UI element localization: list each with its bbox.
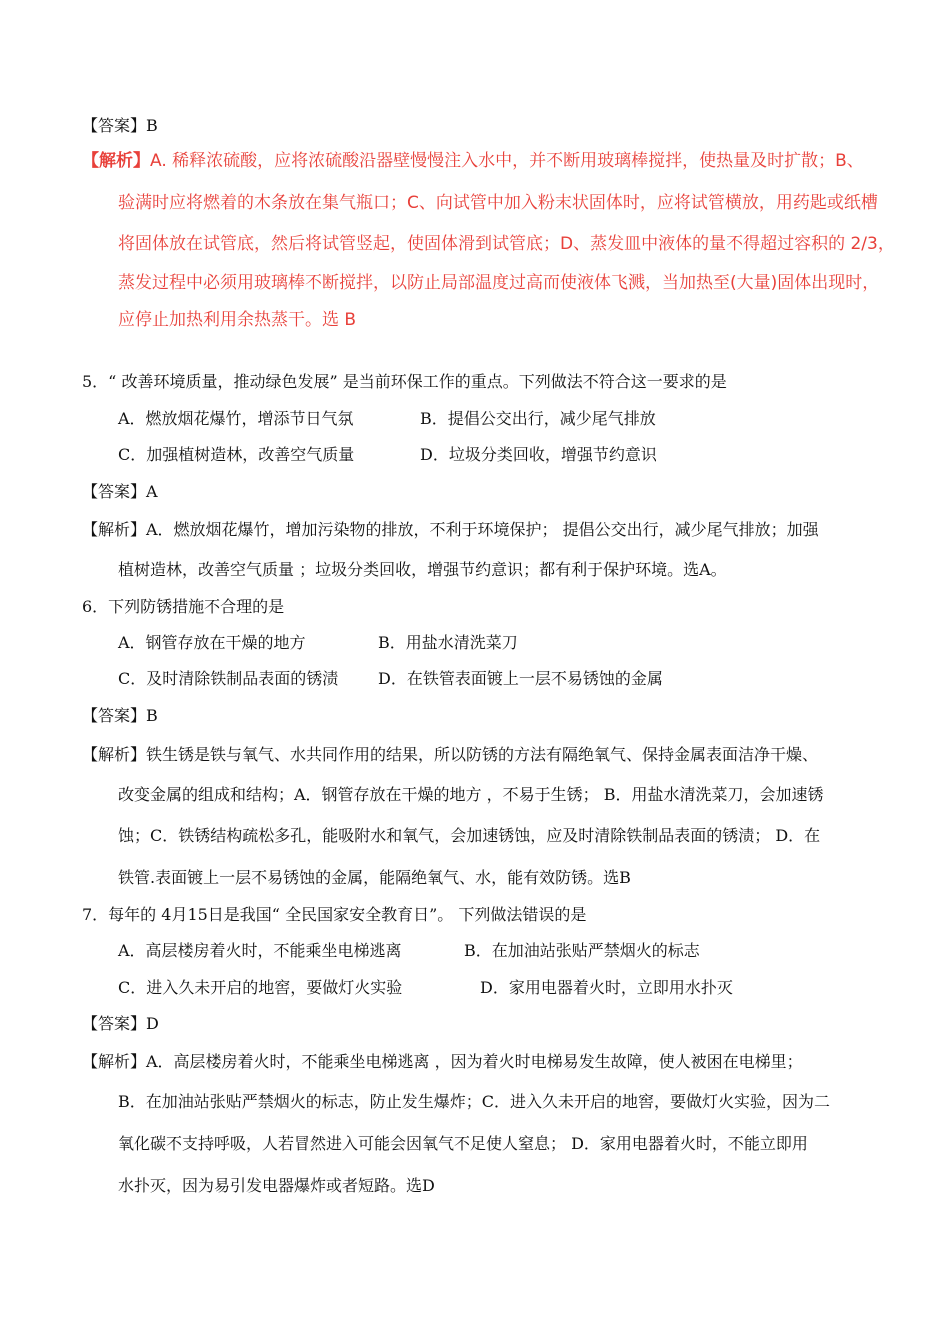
q7-answer: 【答案】D [82, 1014, 159, 1033]
q6-option-d: D．在铁管表面镀上一层不易锈蚀的金属 [378, 669, 663, 688]
q7-analysis-line-2: B．在加油站张贴严禁烟火的标志，防止发生爆炸；C．进入久未开启的地窖，要做灯火实验，因为二 [118, 1092, 831, 1111]
q4-analysis-tag: 【解析】 [82, 151, 150, 171]
q7-option-d: D．家用电器着火时，立即用水扑灭 [480, 978, 733, 997]
q4-analysis-line-2: 验满时应将燃着的木条放在集气瓶口；C、向试管中加入粉末状固体时，应将试管横放，用药匙或纸槽 [118, 193, 878, 213]
q6-option-b: B．用盐水清洗菜刀 [378, 633, 518, 652]
q6-answer: 【答案】B [82, 706, 158, 725]
q7-analysis-line-4: 水扑灭，因为易引发电器爆炸或者短路。选D [118, 1176, 435, 1195]
q6-stem: 6．下列防锈措施不合理的是 [82, 597, 285, 616]
q6-analysis-line-3: 蚀；C．铁锈结构疏松多孔，能吸附水和氧气，会加速锈蚀，应及时清除铁制品表面的锈渍； D．在 [118, 826, 821, 845]
q4-analysis-line-5: 应停止加热利用余热蒸干。选 B [118, 310, 357, 330]
q6-option-c: C．及时清除铁制品表面的锈渍 [118, 669, 339, 688]
q5-option-b: B．提倡公交出行，减少尾气排放 [420, 409, 656, 428]
q6-analysis-line-1: 【解析】铁生锈是铁与氧气、水共同作用的结果，所以防锈的方法有隔绝氧气、保持金属表面洁净干燥、 [82, 745, 819, 764]
q7-option-b: B．在加油站张贴严禁烟火的标志 [464, 941, 700, 960]
q5-stem: 5．“ 改善环境质量，推动绿色发展” 是当前环保工作的重点。下列做法不符合这一要求的是 [82, 372, 727, 391]
q7-option-a: A．高层楼房着火时，不能乘坐电梯逃离 [118, 941, 402, 960]
q7-analysis-line-3: 氧化碳不支持呼吸，人若冒然进入可能会因氧气不足使人窒息； D．家用电器着火时，不能立即用 [118, 1134, 808, 1153]
q5-analysis-line-1: 【解析】A．燃放烟花爆竹，增加污染物的排放，不利于环境保护； 提倡公交出行，减少尾气排放；加强 [82, 520, 819, 539]
q5-option-d: D．垃圾分类回收，增强节约意识 [420, 445, 657, 464]
q5-option-a: A．燃放烟花爆竹，增添节日气氛 [118, 409, 354, 428]
q4-analysis-line-3: 将固体放在试管底，然后将试管竖起，使固体滑到试管底；D、蒸发皿中液体的量不得超过容积的 2/3， [118, 234, 895, 254]
q5-option-c: C．加强植树造林，改善空气质量 [118, 445, 355, 464]
q4-answer: 【答案】B [82, 116, 158, 135]
q7-analysis-line-1: 【解析】A．高层楼房着火时，不能乘坐电梯逃离 ，因为着火时电梯易发生故障，使人被困在电梯里； [82, 1052, 803, 1071]
q7-option-c: C．进入久未开启的地窖，要做灯火实验 [118, 978, 403, 997]
q7-stem: 7．每年的 4月15日是我国“ 全民国家安全教育日”。 下列做法错误的是 [82, 905, 587, 924]
q5-analysis-line-2: 植树造林，改善空气质量 ；垃圾分类回收，增强节约意识；都有利于保护环境。选A。 [118, 560, 727, 579]
q6-option-a: A．钢管存放在干燥的地方 [118, 633, 306, 652]
q5-answer: 【答案】A [82, 482, 158, 501]
q6-analysis-line-4: 铁管.表面镀上一层不易锈蚀的金属，能隔绝氧气、水，能有效防锈。选B [118, 868, 631, 887]
q4-analysis-line-1: 【解析】A. 稀释浓硫酸，应将浓硫酸沿器壁慢慢注入水中，并不断用玻璃棒搅拌，使热量及时扩散；B、 [82, 151, 864, 171]
q4-analysis-line-4: 蒸发过程中必须用玻璃棒不断搅拌，以防止局部温度过高而使液体飞溅，当加热至(大量)固体出现时， [118, 273, 880, 293]
q6-analysis-line-2: 改变金属的组成和结构；A．钢管存放在干燥的地方 ，不易于生锈； B．用盐水清洗菜刀，会加速锈 [118, 785, 824, 804]
